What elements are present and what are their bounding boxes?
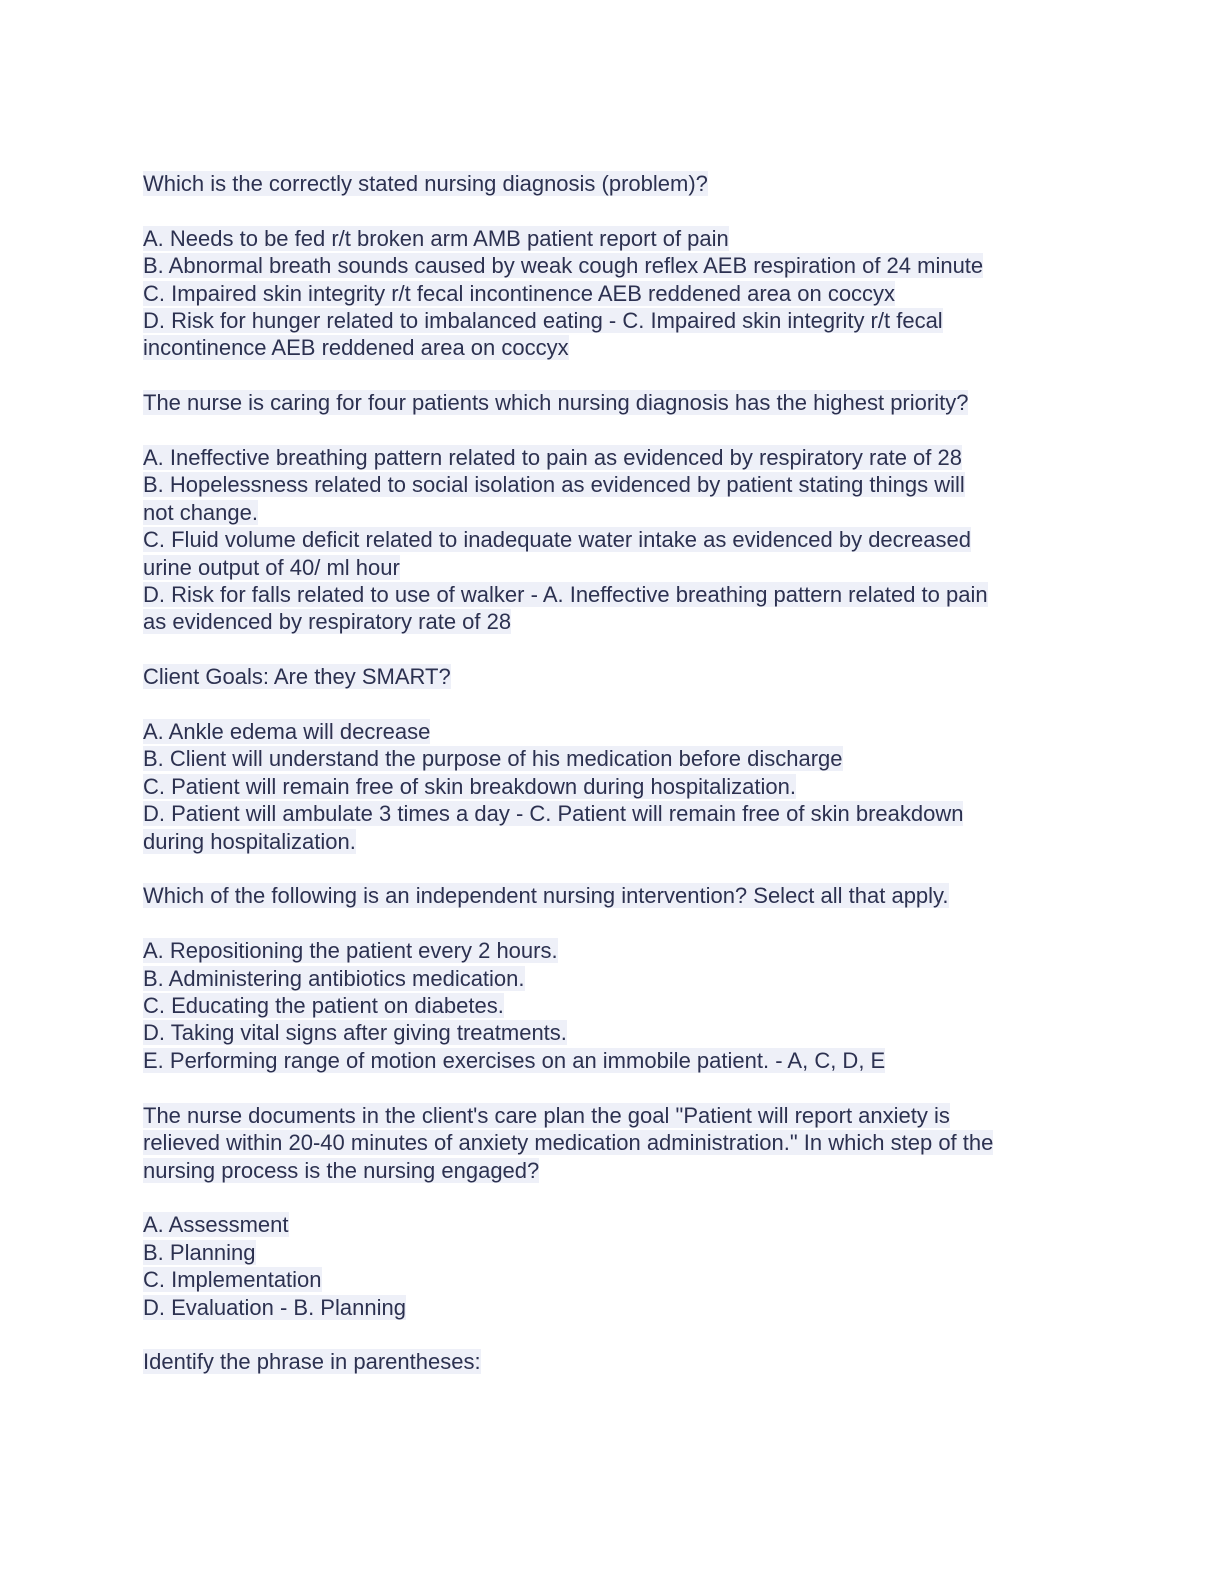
option-line: A. Needs to be fed r/t broken arm AMB patient report of pain: [143, 225, 729, 251]
answer-options-2: [143, 444, 1073, 636]
option-line: C. Impaired skin integrity r/t fecal incontinence AEB reddened area on coccyx: [143, 280, 896, 306]
option-line: A. Ankle edema will decrease: [143, 719, 431, 745]
option-line: C. Implementation: [143, 1267, 322, 1293]
option-line: B. Hopelessness related to social isolation as evidenced by patient stating things will: [143, 472, 965, 498]
answer-options-5: [143, 1211, 1073, 1321]
option-line: B. Client will understand the purpose of his medication before discharge: [143, 746, 843, 772]
document-content: [143, 170, 1073, 1403]
option-line: D. Taking vital signs after giving treatments.: [143, 1020, 567, 1046]
question-text: The nurse documents in the client's care plan the goal "Patient will report anxiety is: [143, 1102, 950, 1128]
option-line: D. Evaluation - B. Planning: [143, 1294, 406, 1320]
option-line: B. Administering antibiotics medication.: [143, 965, 525, 991]
question-text: Which of the following is an independent nursing intervention? Select all that apply.: [143, 883, 949, 909]
question-5: [143, 1102, 1073, 1184]
option-line: C. Educating the patient on diabetes.: [143, 993, 504, 1019]
question-text: Client Goals: Are they SMART?: [143, 664, 451, 690]
option-line: A. Ineffective breathing pattern related to pain as evidenced by respiratory rate of 28: [143, 445, 962, 471]
option-line: B. Planning: [143, 1239, 256, 1265]
answer-options-1: [143, 225, 1073, 362]
option-line: A. Assessment: [143, 1212, 289, 1238]
answer-options-3: [143, 718, 1073, 855]
option-line: D. Risk for hunger related to imbalanced eating - C. Impaired skin integrity r/t fecal: [143, 308, 943, 334]
question-text: The nurse is caring for four patients which nursing diagnosis has the highest priority?: [143, 390, 969, 416]
option-line: not change.: [143, 499, 258, 525]
question-text: Which is the correctly stated nursing diagnosis (problem)?: [143, 171, 708, 196]
option-line: C. Fluid volume deficit related to inadequate water intake as evidenced by decreased: [143, 527, 971, 553]
question-3: [143, 663, 1073, 690]
question-text: relieved within 20-40 minutes of anxiety medication administration." In which step of the: [143, 1130, 994, 1156]
option-line: D. Patient will ambulate 3 times a day - C. Patient will remain free of skin breakdown: [143, 801, 964, 827]
option-line: urine output of 40/ ml hour: [143, 554, 400, 580]
question-text: nursing process is the nursing engaged?: [143, 1157, 540, 1183]
option-line: C. Patient will remain free of skin breakdown during hospitalization.: [143, 773, 796, 799]
option-line: during hospitalization.: [143, 828, 356, 854]
option-line: E. Performing range of motion exercises on an immobile patient. - A, C, D, E: [143, 1047, 886, 1073]
option-line: as evidenced by respiratory rate of 28: [143, 609, 512, 635]
option-line: A. Repositioning the patient every 2 hours.: [143, 938, 558, 964]
answer-options-4: [143, 937, 1073, 1074]
question-2: [143, 389, 1073, 416]
question-6: [143, 1348, 1073, 1375]
question-4: [143, 882, 1073, 909]
option-line: D. Risk for falls related to use of walker - A. Ineffective breathing pattern related to pain: [143, 582, 988, 608]
option-line: B. Abnormal breath sounds caused by weak cough reflex AEB respiration of 24 minute: [143, 253, 984, 279]
option-line: incontinence AEB reddened area on coccyx: [143, 335, 569, 361]
question-1: [143, 170, 1073, 197]
question-text: Identify the phrase in parentheses:: [143, 1349, 481, 1375]
